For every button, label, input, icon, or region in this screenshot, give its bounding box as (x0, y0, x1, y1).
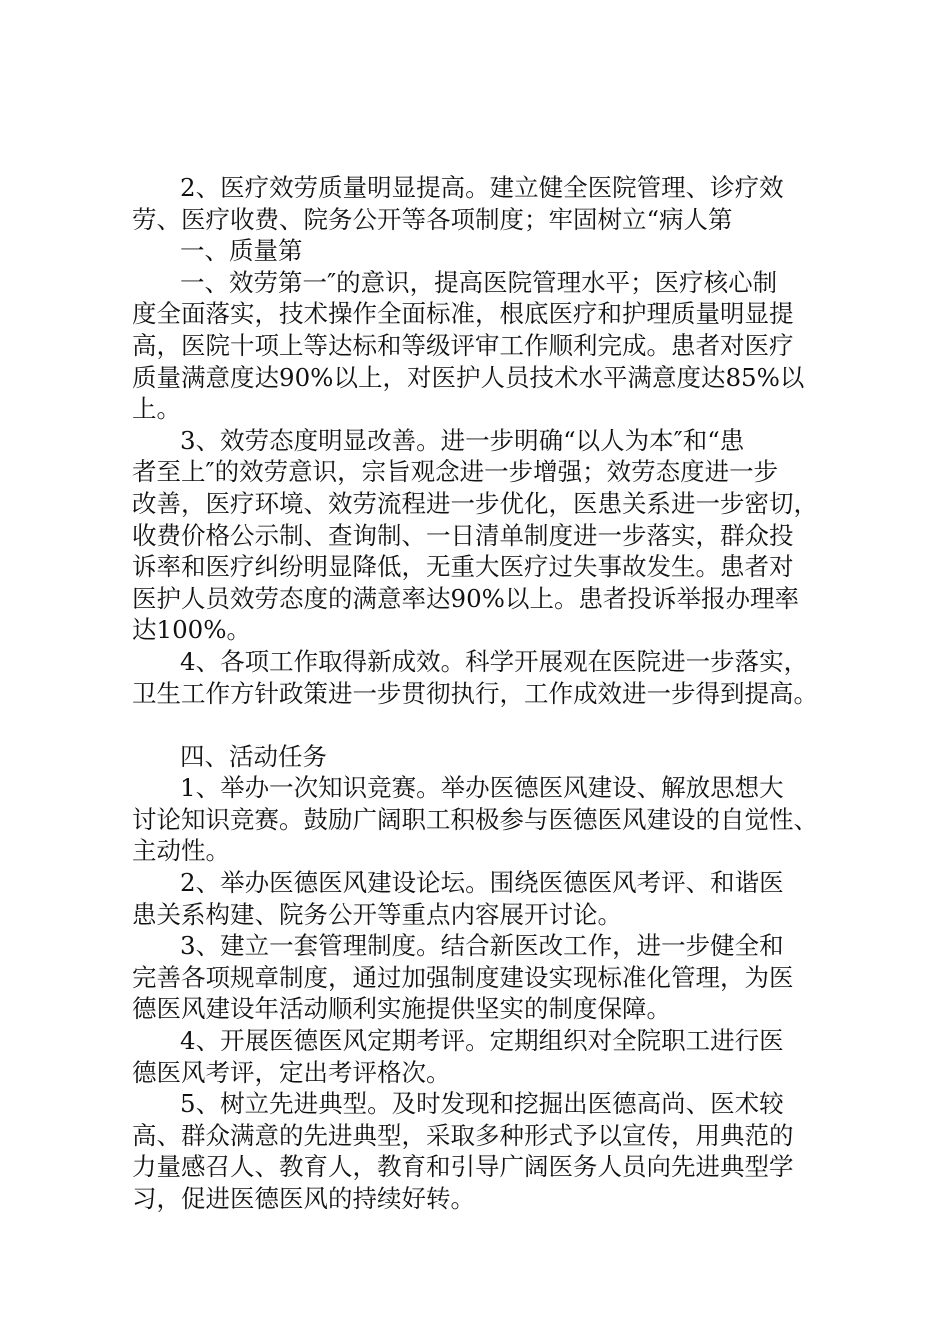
paragraph-line: 度全面落实，技术操作全面标准，根底医疗和护理质量明显提 (132, 299, 794, 329)
paragraph-line: 一、效劳第一″的意识，提高医院管理水平；医疗核心制 (180, 267, 778, 297)
paragraph-line: 1、举办一次知识竞赛。举办医德医风建设、解放思想大 (180, 773, 784, 803)
paragraph-line: 2、举办医德医风建设论坛。围绕医德医风考评、和谐医 (180, 868, 784, 898)
paragraph-line: 4、开展医德医风定期考评。定期组织对全院职工进行医 (180, 1026, 784, 1056)
paragraph-line: 力量感召人、教育人，教育和引导广阔医务人员向先进典型学 (132, 1152, 794, 1182)
paragraph-line: 收费价格公示制、查询制、一日清单制度进一步落实，群众投 (132, 520, 794, 550)
paragraph-line: 德医风建设年活动顺利实施提供坚实的制度保障。 (132, 994, 671, 1024)
paragraph-line: 诉率和医疗纠纷明显降低，无重大医疗过失事故发生。患者对 (132, 552, 794, 582)
paragraph-line: 3、效劳态度明显改善。进一步明确“以人为本″和“患 (180, 425, 745, 455)
paragraph-line: 习，促进医德医风的持续好转。 (132, 1184, 475, 1213)
paragraph-line: 2、医疗效劳质量明显提高。建立健全医院管理、诊疗效 (180, 173, 784, 202)
paragraph-line: 德医风考评，定出考评格次。 (132, 1057, 451, 1087)
blank-line (132, 709, 842, 741)
paragraph-line: 5、树立先进典型。及时发现和挖掘出医德高尚、医术较 (180, 1089, 784, 1119)
paragraph-line: 讨论知识竞赛。鼓励广阔职工积极参与医德医风建设的自觉性、 (132, 804, 818, 834)
paragraph-line: 患关系构建、院务公开等重点内容展开讨论。 (132, 899, 622, 929)
paragraph-line: 完善各项规章制度，通过加强制度建设实现标准化管理，为医 (132, 962, 794, 992)
paragraph-line: 3、建立一套管理制度。结合新医改工作，进一步健全和 (180, 931, 784, 961)
document-body (132, 172, 842, 1215)
paragraph-line: 医护人员效劳态度的满意率达90%以上。患者投诉举报办理率 (132, 583, 799, 613)
section-heading: 四、活动任务 (180, 741, 327, 771)
paragraph-line: 改善，医疗环境、效劳流程进一步优化，医患关系进一步密切， (132, 488, 818, 518)
paragraph-line: 劳、医疗收费、院务公开等各项制度；牢固树立“病人第 (132, 204, 733, 234)
paragraph-line: 卫生工作方针政策进一步贯彻执行，工作成效进一步得到提高。 (132, 678, 818, 708)
paragraph-line: 高，医院十项上等达标和等级评审工作顺利完成。患者对医疗 (132, 330, 794, 360)
paragraph-line: 主动性。 (132, 836, 230, 866)
paragraph-line: 4、各项工作取得新成效。科学开展观在医院进一步落实， (180, 646, 809, 676)
paragraph-line: 者至上″的效劳意识，宗旨观念进一步增强；效劳态度进一步 (132, 457, 779, 487)
paragraph-line: 达100%。 (132, 615, 252, 645)
paragraph-line: 上。 (132, 394, 181, 424)
paragraph-line: 高、群众满意的先进典型，采取多种形式予以宣传，用典范的 (132, 1120, 794, 1150)
paragraph-line: 一、质量第 (180, 236, 303, 266)
paragraph-line: 质量满意度达90%以上，对医护人员技术水平满意度达85%以 (132, 362, 805, 392)
